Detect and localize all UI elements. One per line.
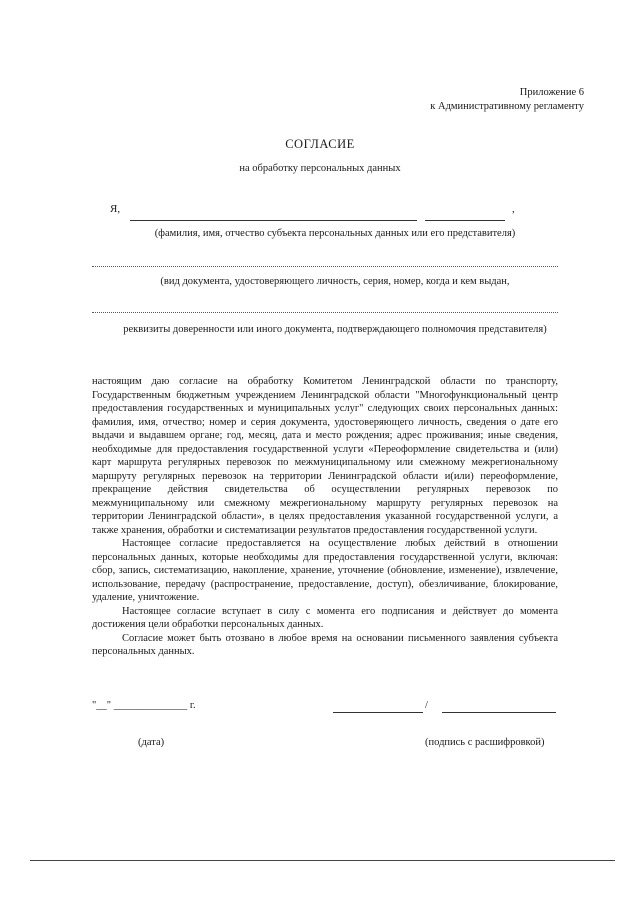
- bottom-scan-line: [30, 860, 615, 861]
- consent-paragraph-3: Настоящее согласие вступает в силу с момента его подписания и действует до момента достижения цели обработки персональных данных.: [92, 605, 558, 630]
- document-subtitle: на обработку персональных данных: [239, 163, 401, 174]
- signature-line-1: [333, 712, 423, 713]
- consent-paragraph-1: настоящим даю согласие на обработку Комитетом Ленинградской области по транспорту, Государственным бюджетным учреждением Ленинградской области "Многофункциональный центр предоставления государственных и муниципальных услуг" следующих своих персональных данных: фамилия, имя, отчество; номер и серия документа, удостоверяющего личность, сведения о дате его выдачи и выдавшем органе; год, месяц, дата и место рождения; адрес проживания; иные сведения, необходимые для предоставления государственной услуги «Переоформление свидетельства и (или) карт маршрута регулярных перевозок по межмуниципальному или смежному межрегиональному маршруту регулярных перевозок на территории Ленинградской области и(или) переоформление, прекращение действия свидетельства об осуществлении регулярных перевозок по межмуниципальному или смежному межрегиональному маршруту регулярных перевозок на территории Ленинградской области», в целях предоставления указанной государственной услуги, а также хранения, обработки и систематизации результатов предоставления государственной услуги.: [92, 376, 558, 536]
- caption-power-of-attorney: реквизиты доверенности или иного документа, подтверждающего полномочия представителя): [123, 324, 547, 335]
- consent-paragraph-4: Согласие может быть отозвано в любое время на основании письменного заявления субъекта персональных данных.: [92, 632, 558, 657]
- consent-paragraph-2: Настоящее согласие предоставляется на осуществление любых действий в отношении персональных данных, которые необходимы для предоставления государственной услуги, включая: сбор, запись, систематизацию, накопление, хранение, уточнение (обновление, изменение), извлечение, использование, передачу (распространение, предоставление, доступ), обезличивание, блокирование, удаление, уничтожение.: [92, 538, 558, 603]
- fio-line-1: [130, 220, 417, 221]
- document-line: [92, 266, 558, 267]
- date-caption: (дата): [138, 737, 165, 748]
- caption-document: (вид документа, удостоверяющего личность, серия, номер, когда и кем выдан,: [160, 276, 510, 287]
- signature-line-2: [442, 712, 556, 713]
- date-field: "__" ______________ г.: [92, 700, 196, 711]
- signature-slash: /: [425, 700, 428, 711]
- appendix-line-1: Приложение 6: [519, 87, 584, 98]
- fio-line-2: [425, 220, 505, 221]
- consent-body: [92, 375, 558, 659]
- appendix-header: [430, 86, 584, 114]
- ya-label: Я,: [110, 203, 121, 215]
- document-title: СОГЛАСИЕ: [285, 137, 355, 151]
- power-of-attorney-line: [92, 312, 558, 313]
- appendix-line-2: к Административному регламенту: [430, 101, 584, 112]
- caption-fio: (фамилия, имя, отчество субъекта персональных данных или его представителя): [154, 228, 516, 239]
- comma-mark: ,: [512, 203, 515, 215]
- signature-caption: (подпись с расшифровкой): [425, 737, 545, 748]
